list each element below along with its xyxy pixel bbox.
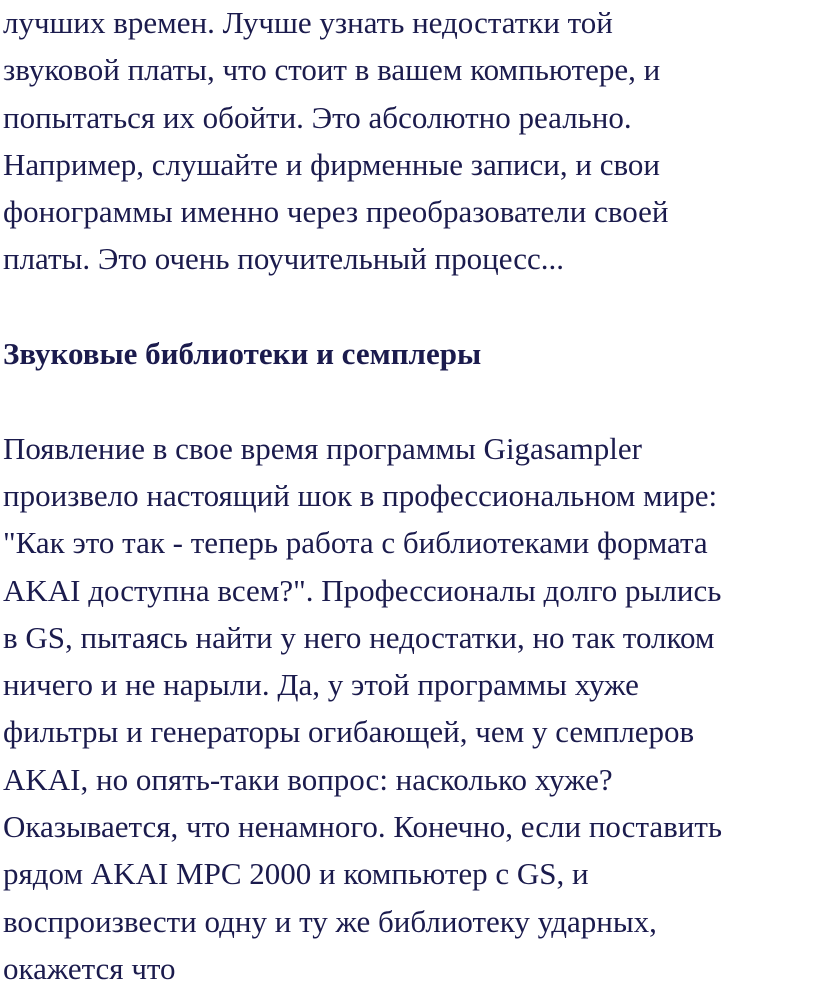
- text-line: звуковой платы, что стоит в вашем компьютере, и: [3, 52, 661, 88]
- paragraph-spacer: [3, 283, 813, 330]
- text-line: окажется что: [3, 950, 176, 986]
- paragraph-body: [3, 425, 813, 992]
- section-heading: Звуковые библиотеки и семплеры: [3, 336, 482, 372]
- text-line: произвело настоящий шок в профессиональном мире:: [3, 477, 718, 513]
- paragraph-continuation: [3, 0, 813, 283]
- text-line: фильтры и генераторы огибающей, чем у семплеров: [3, 714, 695, 750]
- text-line: фонограммы именно через преобразователи своей: [3, 194, 669, 230]
- document-page: [3, 0, 813, 992]
- text-line: воспроизвести одну и ту же библиотеку ударных,: [3, 903, 657, 939]
- text-line: лучших времен. Лучше узнать недостатки той: [3, 5, 613, 40]
- text-line: ничего и не нарыли. Да, у этой программы хуже: [3, 667, 639, 703]
- text-line: Оказывается, что ненамного. Конечно, если поставить: [3, 809, 723, 845]
- text-line: "Как это так - теперь работа с библиотеками формата: [3, 525, 708, 561]
- text-line: AKAI доступна всем?". Профессионалы долго рылись: [3, 572, 722, 608]
- text-line: рядом AKAI MPC 2000 и компьютер с GS, и: [3, 856, 589, 892]
- text-line: попытаться их обойти. Это абсолютно реально.: [3, 99, 632, 135]
- paragraph-spacer: [3, 377, 813, 424]
- text-line: платы. Это очень поучительный процесс...: [3, 241, 565, 277]
- text-line: AKAI, но опять-таки вопрос: насколько хуже?: [3, 761, 613, 797]
- text-line: Появление в свое время программы Gigasampler: [3, 430, 642, 466]
- text-line: в GS, пытаясь найти у него недостатки, но так толком: [3, 619, 715, 655]
- text-line: Например, слушайте и фирменные записи, и свои: [3, 146, 660, 182]
